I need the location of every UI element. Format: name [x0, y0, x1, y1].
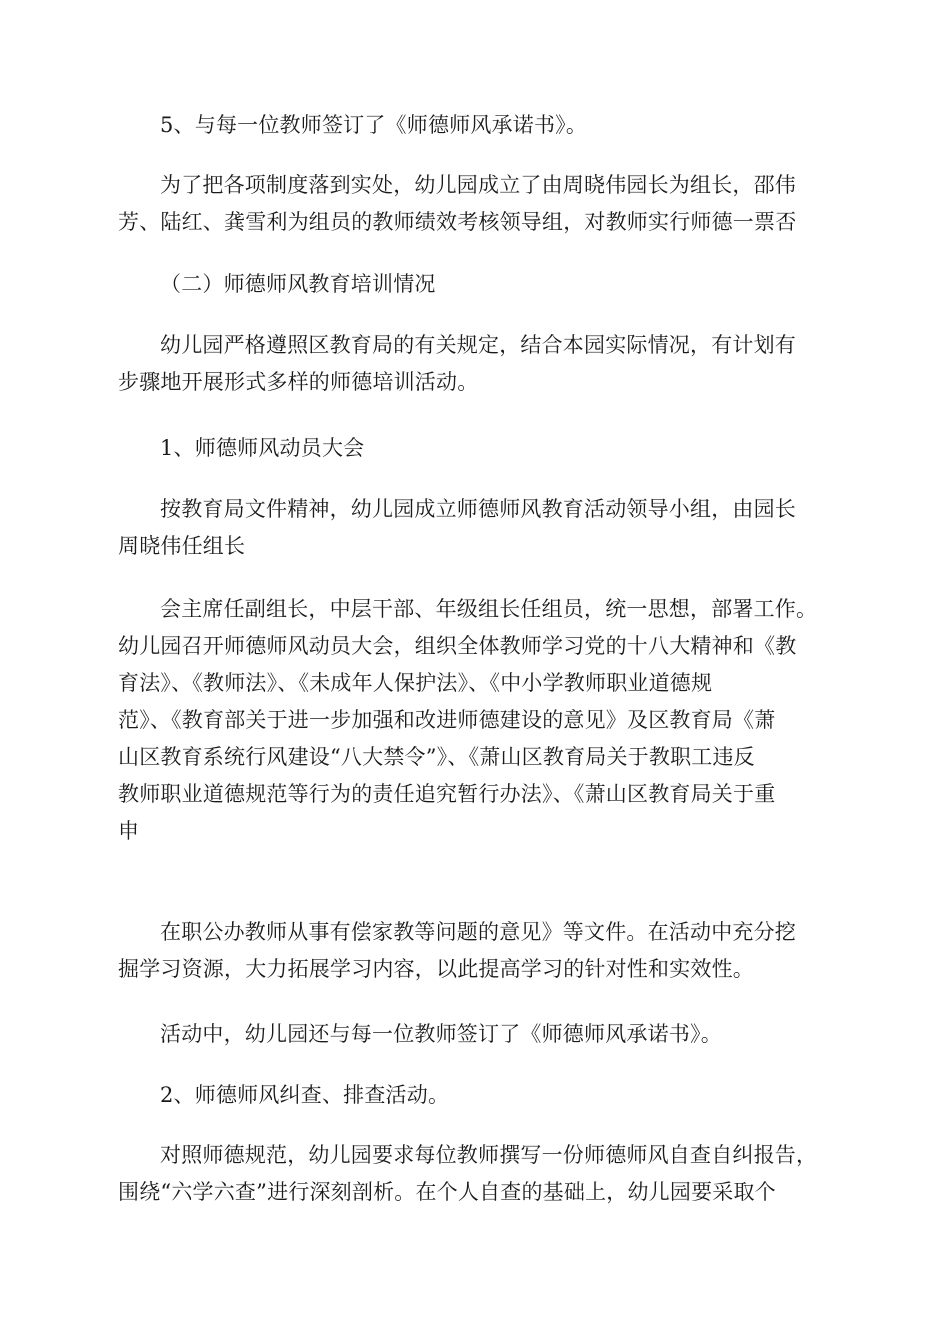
- text-line: 2、师德师风纠查、排查活动。: [160, 1083, 450, 1107]
- text-line: 按教育局文件精神，幼儿园成立师德师风教育活动领导小组，由园长: [160, 497, 796, 521]
- paragraph-item-5: [118, 107, 834, 144]
- text-line: 教师职业道德规范等行为的责任追究暂行办法》、《萧山区教育局关于重: [118, 782, 776, 806]
- text-line: 范》、《教育部关于进一步加强和改进师德建设的意见》及区教育局《萧: [118, 708, 776, 732]
- text-line: 会主席任副组长，中层干部、年级组长任组员，统一思想，部署工作。: [160, 597, 818, 621]
- paragraph-mobilization-meeting: [118, 591, 834, 850]
- paragraph-leadership-group: [118, 491, 834, 565]
- text-line: 周晓伟任组长: [118, 534, 246, 558]
- text-line: 申: [118, 819, 140, 843]
- text-line: 围绕“六学六查”进行深刻剖析。在个人自查的基础上，幼儿园要采取个: [118, 1180, 776, 1204]
- text-line: 幼儿园严格遵照区教育局的有关规定，结合本园实际情况，有计划有: [160, 333, 796, 357]
- text-line: 芳、陆红、龚雪利为组员的教师绩效考核领导组，对教师实行师德一票否: [118, 210, 797, 234]
- text-line: 在职公办教师从事有偿家教等问题的意见》等文件。在活动中充分挖: [160, 920, 796, 944]
- paragraph-self-inspection: [118, 1137, 834, 1211]
- paragraph-implementation: [118, 167, 834, 241]
- text-line: 活动中，幼儿园还与每一位教师签订了《师德师风承诺书》。: [160, 1022, 722, 1046]
- text-line: （二）师德师风教育培训情况: [160, 272, 436, 296]
- subheading-mobilization: [118, 430, 834, 467]
- text-line: 掘学习资源，大力拓展学习内容，以此提高学习的针对性和实效性。: [118, 957, 754, 981]
- text-line: 5、与每一位教师签订了《师德师风承诺书》。: [160, 113, 588, 137]
- text-line: 山区教育系统行风建设“八大禁令”》、《萧山区教育局关于教职工违反: [118, 745, 755, 769]
- text-line: 对照师德规范，幼儿园要求每位教师撰写一份师德师风自查自纠报告，: [160, 1143, 818, 1167]
- text-line: 幼儿园召开师德师风动员大会，组织全体教师学习党的十八大精神和《教: [118, 634, 797, 658]
- text-line: 1、师德师风动员大会: [160, 436, 365, 460]
- paragraph-training-intro: [118, 327, 834, 401]
- text-line: 步骤地开展形式多样的师德培训活动。: [118, 370, 479, 394]
- paragraph-documents: [118, 914, 834, 988]
- text-line: 为了把各项制度落到实处，幼儿园成立了由周晓伟园长为组长，邵伟: [160, 173, 796, 197]
- paragraph-commitment: [118, 1016, 834, 1053]
- text-line: 育法》、《教师法》、《未成年人保护法》、《中小学教师职业道德规: [118, 671, 713, 695]
- section-heading: [118, 266, 834, 303]
- subheading-inspection: [118, 1077, 834, 1114]
